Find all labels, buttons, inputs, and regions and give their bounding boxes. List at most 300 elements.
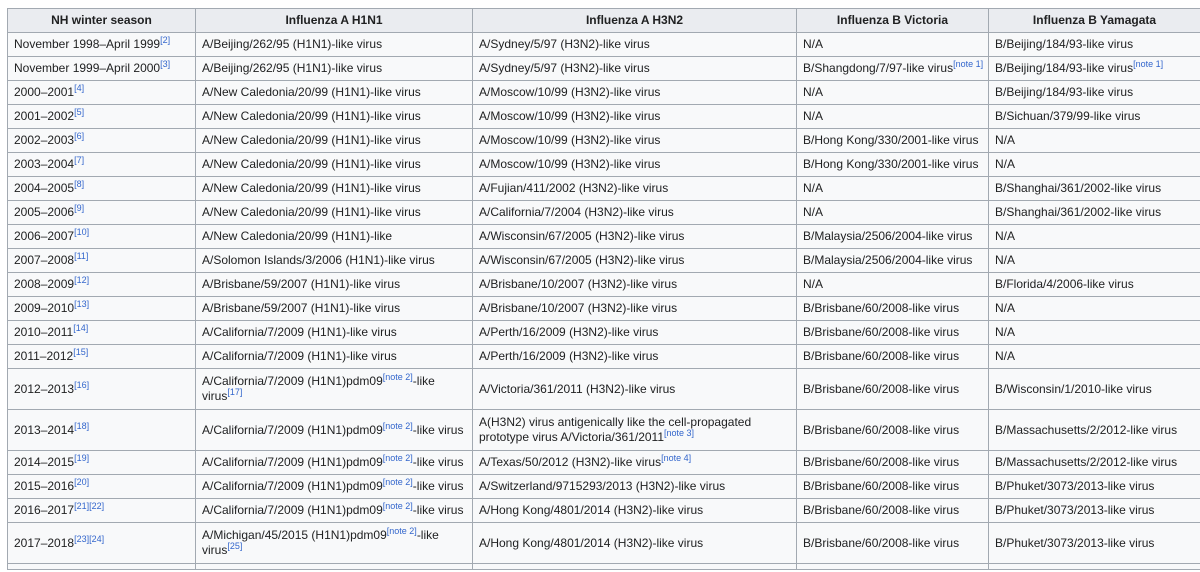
h3n2-cell xyxy=(473,81,797,105)
cell-text: A/Perth/16/2009 (H3N2)-like virus xyxy=(479,325,659,339)
citation-link[interactable]: [8] xyxy=(74,179,85,189)
citation-ref xyxy=(74,107,84,117)
header-row xyxy=(8,9,1200,33)
cell-text: 2001–2002 xyxy=(14,109,75,123)
b-yamagata-cell xyxy=(989,297,1200,321)
h1n1-cell xyxy=(196,57,473,81)
cell-text: N/A xyxy=(803,277,824,291)
citation-link[interactable]: [4] xyxy=(74,83,85,93)
cell-text: 2017–2018 xyxy=(14,535,75,550)
season-cell xyxy=(8,57,196,81)
season-cell xyxy=(8,249,196,273)
cell-text: N/A xyxy=(803,85,824,99)
h1n1-cell xyxy=(196,297,473,321)
table-row xyxy=(8,369,1200,410)
cell-text: N/A xyxy=(803,205,824,219)
cell-text: N/A xyxy=(803,181,824,195)
table-row xyxy=(8,129,1200,153)
h3n2-cell xyxy=(473,273,797,297)
cell-text: 2011–2012 xyxy=(14,349,74,363)
b-yamagata-cell xyxy=(989,369,1200,410)
empty-cell xyxy=(989,564,1200,570)
h3n2-cell xyxy=(473,369,797,410)
cell-text: 2003–2004 xyxy=(14,157,75,171)
cell-text: B/Sichuan/379/99-like virus xyxy=(995,109,1141,123)
b-victoria-cell xyxy=(797,410,989,451)
citation-ref xyxy=(74,534,104,544)
citation-ref xyxy=(74,227,89,237)
h3n2-cell xyxy=(473,249,797,273)
season-cell xyxy=(8,410,196,451)
season-cell xyxy=(8,81,196,105)
h3n2-cell xyxy=(473,297,797,321)
citation-link[interactable]: [17] xyxy=(227,387,243,397)
citation-ref xyxy=(74,477,89,487)
cell-text: N/A xyxy=(995,301,1016,315)
citation-ref xyxy=(953,59,983,69)
cell-text: 2014–2015 xyxy=(14,455,75,469)
citation-link[interactable]: [9] xyxy=(74,203,85,213)
column-header-b-victoria[interactable]: Influenza B Victoria xyxy=(797,9,989,33)
h3n2-cell xyxy=(473,499,797,523)
table-row xyxy=(8,475,1200,499)
citation-ref xyxy=(73,347,88,357)
b-victoria-cell xyxy=(797,249,989,273)
citation-link[interactable]: [11] xyxy=(74,251,89,261)
cell-text: A/Beijing/262/95 (H1N1)-like virus xyxy=(202,37,383,51)
cell-text: 2009–2010 xyxy=(14,301,75,315)
cell-text: N/A xyxy=(803,109,824,123)
table-row xyxy=(8,225,1200,249)
cell-text: B/Hong Kong/330/2001-like virus xyxy=(803,157,979,171)
citation-ref xyxy=(661,453,691,463)
cell-text: B/Massachusetts/2/2012-like virus xyxy=(995,422,1178,437)
cell-text: A/Michigan/45/2015 (H1N1)pdm09 xyxy=(202,528,387,542)
cell-text: A/Hong Kong/4801/2014 (H3N2)-like virus xyxy=(479,503,704,517)
cell-text: 2007–2008 xyxy=(14,253,75,267)
cell-text: B/Shanghai/361/2002-like virus xyxy=(995,181,1162,195)
cell-text: A/Switzerland/9715293/2013 (H3N2)-like virus xyxy=(479,479,726,493)
citation-ref xyxy=(74,421,89,431)
h1n1-cell xyxy=(196,369,473,410)
citation-link[interactable]: [note 1] xyxy=(1133,59,1164,69)
table-row xyxy=(8,410,1200,451)
b-yamagata-cell xyxy=(989,33,1200,57)
cell-text: A/New Caledonia/20/99 (H1N1)-like virus xyxy=(202,133,421,147)
season-cell xyxy=(8,475,196,499)
b-yamagata-cell xyxy=(989,345,1200,369)
b-victoria-cell xyxy=(797,369,989,410)
table-row xyxy=(8,57,1200,81)
b-yamagata-cell xyxy=(989,321,1200,345)
cell-text: A/California/7/2009 (H1N1)pdm09 xyxy=(202,374,383,388)
cell-text: -like virus xyxy=(202,528,439,557)
cell-text: A/California/7/2009 (H1N1)pdm09 xyxy=(202,422,383,437)
citation-ref xyxy=(1133,59,1163,69)
b-yamagata-cell xyxy=(989,451,1200,475)
cell-text: N/A xyxy=(803,37,824,51)
table-row xyxy=(8,451,1200,475)
h3n2-cell xyxy=(473,345,797,369)
citation-link[interactable]: [note 4] xyxy=(661,453,692,463)
season-cell xyxy=(8,153,196,177)
h3n2-cell xyxy=(473,321,797,345)
b-yamagata-cell xyxy=(989,225,1200,249)
b-yamagata-cell xyxy=(989,81,1200,105)
citation-link[interactable]: [3] xyxy=(160,59,171,69)
cell-text: 2013–2014 xyxy=(14,422,75,437)
b-victoria-cell xyxy=(797,105,989,129)
citation-link[interactable]: [note 2] xyxy=(382,420,413,431)
cell-text: N/A xyxy=(995,133,1016,147)
season-cell xyxy=(8,451,196,475)
season-cell xyxy=(8,105,196,129)
h1n1-cell xyxy=(196,177,473,201)
b-victoria-cell xyxy=(797,225,989,249)
b-yamagata-cell xyxy=(989,273,1200,297)
column-header-h3n2[interactable]: Influenza A H3N2 xyxy=(473,9,797,33)
b-yamagata-cell xyxy=(989,523,1200,564)
b-victoria-cell xyxy=(797,177,989,201)
h3n2-cell xyxy=(473,33,797,57)
b-victoria-cell xyxy=(797,297,989,321)
h3n2-cell xyxy=(473,201,797,225)
cell-text: A/Sydney/5/97 (H3N2)-like virus xyxy=(479,37,650,51)
cell-text: B/Wisconsin/1/2010-like virus xyxy=(995,381,1152,396)
cell-text: 2004–2005 xyxy=(14,181,75,195)
table-row xyxy=(8,105,1200,129)
cell-text: A/Sydney/5/97 (H3N2)-like virus xyxy=(479,61,650,75)
citation-link[interactable]: [5] xyxy=(74,107,85,117)
table-row xyxy=(8,81,1200,105)
cell-text: N/A xyxy=(995,349,1016,363)
table-row xyxy=(8,177,1200,201)
cell-text: N/A xyxy=(995,253,1016,267)
b-victoria-cell xyxy=(797,81,989,105)
table-row xyxy=(8,345,1200,369)
h1n1-cell xyxy=(196,273,473,297)
citation-ref xyxy=(160,59,170,69)
citation-link[interactable]: [25] xyxy=(227,541,243,551)
h1n1-cell xyxy=(196,105,473,129)
cell-text: B/Florida/4/2006-like virus xyxy=(995,277,1134,291)
citation-ref xyxy=(383,477,413,487)
citation-link[interactable]: [note 1] xyxy=(953,59,984,69)
b-victoria-cell xyxy=(797,451,989,475)
cell-text: N/A xyxy=(995,229,1016,243)
citation-link[interactable]: [12] xyxy=(74,275,90,285)
cell-text: A/Fujian/411/2002 (H3N2)-like virus xyxy=(479,181,669,195)
cell-text: -like virus xyxy=(412,455,464,469)
citation-ref xyxy=(74,275,89,285)
citation-link[interactable]: [10] xyxy=(74,227,90,237)
table-row xyxy=(8,297,1200,321)
h1n1-cell xyxy=(196,249,473,273)
cell-text: -like virus xyxy=(412,503,464,517)
citation-ref xyxy=(227,387,242,397)
table-row xyxy=(8,249,1200,273)
h3n2-cell xyxy=(473,225,797,249)
h1n1-cell xyxy=(196,225,473,249)
cell-text: B/Brisbane/60/2008-like virus xyxy=(803,479,960,493)
citation-ref xyxy=(74,380,89,390)
h1n1-cell xyxy=(196,321,473,345)
cell-text: B/Phuket/3073/2013-like virus xyxy=(995,479,1155,493)
b-yamagata-cell xyxy=(989,410,1200,451)
b-yamagata-cell xyxy=(989,129,1200,153)
cell-text: A/California/7/2009 (H1N1)-like virus xyxy=(202,349,397,363)
season-cell xyxy=(8,523,196,564)
cell-text: A/New Caledonia/20/99 (H1N1)-like xyxy=(202,229,393,243)
citation-link[interactable]: [2] xyxy=(160,35,171,45)
b-victoria-cell xyxy=(797,33,989,57)
cell-text: A/Brisbane/10/2007 (H3N2)-like virus xyxy=(479,301,678,315)
cell-text: A/Brisbane/59/2007 (H1N1)-like virus xyxy=(202,277,401,291)
citation-ref xyxy=(74,453,89,463)
b-victoria-cell xyxy=(797,499,989,523)
h1n1-cell xyxy=(196,451,473,475)
column-header-season[interactable]: NH winter season xyxy=(8,9,196,33)
season-cell xyxy=(8,129,196,153)
cell-text: B/Malaysia/2506/2004-like virus xyxy=(803,229,973,243)
cell-text: -like virus xyxy=(202,374,435,403)
cell-text: B/Brisbane/60/2008-like virus xyxy=(803,301,960,315)
cell-text: 2006–2007 xyxy=(14,229,75,243)
season-cell xyxy=(8,321,196,345)
b-victoria-cell xyxy=(797,57,989,81)
b-yamagata-cell xyxy=(989,249,1200,273)
citation-ref xyxy=(74,83,84,93)
citation-link[interactable]: [23][24] xyxy=(74,533,105,544)
citation-ref xyxy=(383,453,413,463)
b-victoria-cell xyxy=(797,345,989,369)
cell-text: A/Brisbane/59/2007 (H1N1)-like virus xyxy=(202,301,401,315)
cell-text: B/Brisbane/60/2008-like virus xyxy=(803,422,960,437)
cell-text: A/Hong Kong/4801/2014 (H3N2)-like virus xyxy=(479,535,704,550)
cell-text: 2002–2003 xyxy=(14,133,75,147)
h1n1-cell xyxy=(196,81,473,105)
cell-text: A/Solomon Islands/3/2006 (H1N1)-like virus xyxy=(202,253,435,267)
cell-text: B/Beijing/184/93-like virus xyxy=(995,85,1134,99)
h1n1-cell xyxy=(196,410,473,451)
citation-ref xyxy=(74,203,84,213)
citation-ref xyxy=(74,299,89,309)
column-header-b-yamagata[interactable]: Influenza B Yamagata xyxy=(989,9,1200,33)
table-row xyxy=(8,273,1200,297)
cell-text: 2010–2011 xyxy=(14,325,74,339)
h3n2-cell xyxy=(473,153,797,177)
b-yamagata-cell xyxy=(989,105,1200,129)
b-victoria-cell xyxy=(797,321,989,345)
citation-ref xyxy=(383,372,413,382)
table-row xyxy=(8,321,1200,345)
table-row xyxy=(8,499,1200,523)
cell-text: A/New Caledonia/20/99 (H1N1)-like virus xyxy=(202,157,421,171)
cell-text: A/California/7/2004 (H3N2)-like virus xyxy=(479,205,674,219)
cell-text: A/Wisconsin/67/2005 (H3N2)-like virus xyxy=(479,229,685,243)
citation-link[interactable]: [14] xyxy=(73,323,89,333)
cell-text: A/Beijing/262/95 (H1N1)-like virus xyxy=(202,61,383,75)
cell-text: B/Brisbane/60/2008-like virus xyxy=(803,455,960,469)
cell-text: A/Moscow/10/99 (H3N2)-like virus xyxy=(479,157,661,171)
h3n2-cell xyxy=(473,475,797,499)
h1n1-cell xyxy=(196,201,473,225)
citation-link[interactable]: [15] xyxy=(73,347,89,357)
b-victoria-cell xyxy=(797,201,989,225)
h3n2-cell xyxy=(473,57,797,81)
vaccine-strain-table xyxy=(7,8,1200,570)
cell-text: A/Perth/16/2009 (H3N2)-like virus xyxy=(479,349,659,363)
cell-text: 2005–2006 xyxy=(14,205,75,219)
season-cell xyxy=(8,177,196,201)
citation-link[interactable]: [note 3] xyxy=(664,428,695,438)
b-victoria-cell xyxy=(797,523,989,564)
citation-link[interactable]: [note 2] xyxy=(382,453,413,463)
cell-text: 2015–2016 xyxy=(14,479,75,493)
b-victoria-cell xyxy=(797,475,989,499)
cell-text: A/Texas/50/2012 (H3N2)-like virus xyxy=(479,455,662,469)
citation-ref xyxy=(74,251,88,261)
citation-link[interactable]: [note 2] xyxy=(382,501,413,511)
cell-text: A/Victoria/361/2011 (H3N2)-like virus xyxy=(479,381,676,396)
cell-text: B/Shanghai/361/2002-like virus xyxy=(995,205,1162,219)
cell-text: B/Hong Kong/330/2001-like virus xyxy=(803,133,979,147)
cell-text: B/Beijing/184/93-like virus xyxy=(995,37,1134,51)
table-body xyxy=(8,33,1200,570)
citation-link[interactable]: [21][22] xyxy=(74,501,105,511)
cell-text: 2012–2013 xyxy=(14,381,75,396)
citation-link[interactable]: [20] xyxy=(74,477,90,487)
cell-text: B/Brisbane/60/2008-like virus xyxy=(803,535,960,550)
h3n2-cell xyxy=(473,105,797,129)
h1n1-cell xyxy=(196,33,473,57)
citation-link[interactable]: [18] xyxy=(74,420,90,431)
b-victoria-cell xyxy=(797,273,989,297)
citation-ref xyxy=(73,323,88,333)
citation-ref xyxy=(227,541,242,551)
h1n1-cell xyxy=(196,153,473,177)
cell-text: 2000–2001 xyxy=(14,85,75,99)
cell-text: B/Brisbane/60/2008-like virus xyxy=(803,381,960,396)
b-yamagata-cell xyxy=(989,177,1200,201)
citation-link[interactable]: [note 2] xyxy=(382,477,413,487)
cell-text: A/Moscow/10/99 (H3N2)-like virus xyxy=(479,109,661,123)
h1n1-cell xyxy=(196,499,473,523)
empty-cell xyxy=(797,564,989,570)
citation-ref xyxy=(74,501,104,511)
cell-text: B/Phuket/3073/2013-like virus xyxy=(995,503,1155,517)
empty-cell xyxy=(8,564,196,570)
cell-text: A/California/7/2009 (H1N1)pdm09 xyxy=(202,455,383,469)
citation-ref xyxy=(160,35,170,45)
cell-text: A(H3N2) virus antigenically like the cell-propagated prototype virus A/Victoria/361/2011 xyxy=(479,415,752,444)
season-cell xyxy=(8,225,196,249)
cell-text: A/California/7/2009 (H1N1)-like virus xyxy=(202,325,397,339)
b-victoria-cell xyxy=(797,129,989,153)
cell-text: A/New Caledonia/20/99 (H1N1)-like virus xyxy=(202,181,421,195)
cell-text: 2016–2017 xyxy=(14,503,75,517)
cell-text: A/New Caledonia/20/99 (H1N1)-like virus xyxy=(202,85,421,99)
cell-text: B/Brisbane/60/2008-like virus xyxy=(803,503,960,517)
cell-text: A/California/7/2009 (H1N1)pdm09 xyxy=(202,503,383,517)
citation-link[interactable]: [note 2] xyxy=(382,372,413,382)
season-cell xyxy=(8,273,196,297)
citation-ref xyxy=(74,155,84,165)
column-header-h1n1[interactable]: Influenza A H1N1 xyxy=(196,9,473,33)
cell-text: N/A xyxy=(995,325,1016,339)
cell-text: A/Moscow/10/99 (H3N2)-like virus xyxy=(479,133,661,147)
cell-text: A/New Caledonia/20/99 (H1N1)-like virus xyxy=(202,205,421,219)
cell-text: A/California/7/2009 (H1N1)pdm09 xyxy=(202,479,383,493)
citation-ref xyxy=(664,428,694,438)
citation-ref xyxy=(383,501,413,511)
table-row xyxy=(8,153,1200,177)
cell-text: November 1999–April 2000 xyxy=(14,61,161,75)
season-cell xyxy=(8,201,196,225)
cell-text: November 1998–April 1999 xyxy=(14,37,161,51)
cell-text: B/Brisbane/60/2008-like virus xyxy=(803,325,960,339)
season-cell xyxy=(8,297,196,321)
cell-text: A/Brisbane/10/2007 (H3N2)-like virus xyxy=(479,277,678,291)
citation-ref xyxy=(383,421,413,431)
cell-text: B/Malaysia/2506/2004-like virus xyxy=(803,253,973,267)
citation-link[interactable]: [note 2] xyxy=(386,526,417,536)
h1n1-cell xyxy=(196,475,473,499)
cell-text: B/Phuket/3073/2013-like virus xyxy=(995,535,1155,550)
cell-text: B/Shangdong/7/97-like virus xyxy=(803,61,954,75)
cell-text: 2008–2009 xyxy=(14,277,75,291)
season-cell xyxy=(8,369,196,410)
cell-text: A/Moscow/10/99 (H3N2)-like virus xyxy=(479,85,661,99)
season-cell xyxy=(8,345,196,369)
citation-link[interactable]: [6] xyxy=(74,131,85,141)
h3n2-cell xyxy=(473,523,797,564)
season-cell xyxy=(8,33,196,57)
cell-text: -like virus xyxy=(412,479,464,493)
b-yamagata-cell xyxy=(989,201,1200,225)
b-yamagata-cell xyxy=(989,153,1200,177)
table-row xyxy=(8,201,1200,225)
citation-link[interactable]: [19] xyxy=(74,453,90,463)
h1n1-cell xyxy=(196,523,473,564)
cell-text: A/Wisconsin/67/2005 (H3N2)-like virus xyxy=(479,253,685,267)
citation-link[interactable]: [7] xyxy=(74,155,85,165)
citation-link[interactable]: [16] xyxy=(74,379,90,390)
b-yamagata-cell xyxy=(989,475,1200,499)
cell-text: B/Beijing/184/93-like virus xyxy=(995,61,1134,75)
h3n2-cell xyxy=(473,451,797,475)
cell-text: -like virus xyxy=(412,422,464,437)
table-row xyxy=(8,523,1200,564)
cell-text: N/A xyxy=(995,157,1016,171)
h3n2-cell xyxy=(473,410,797,451)
h3n2-cell xyxy=(473,177,797,201)
cell-text: B/Brisbane/60/2008-like virus xyxy=(803,349,960,363)
cell-text: B/Massachusetts/2/2012-like virus xyxy=(995,455,1178,469)
cell-text: A/New Caledonia/20/99 (H1N1)-like virus xyxy=(202,109,421,123)
citation-ref xyxy=(387,526,417,536)
empty-cell xyxy=(473,564,797,570)
b-victoria-cell xyxy=(797,153,989,177)
table-row-partial xyxy=(8,564,1200,570)
empty-cell xyxy=(196,564,473,570)
h3n2-cell xyxy=(473,129,797,153)
citation-ref xyxy=(74,179,84,189)
h1n1-cell xyxy=(196,345,473,369)
citation-ref xyxy=(74,131,84,141)
b-yamagata-cell xyxy=(989,57,1200,81)
citation-link[interactable]: [13] xyxy=(74,299,90,309)
